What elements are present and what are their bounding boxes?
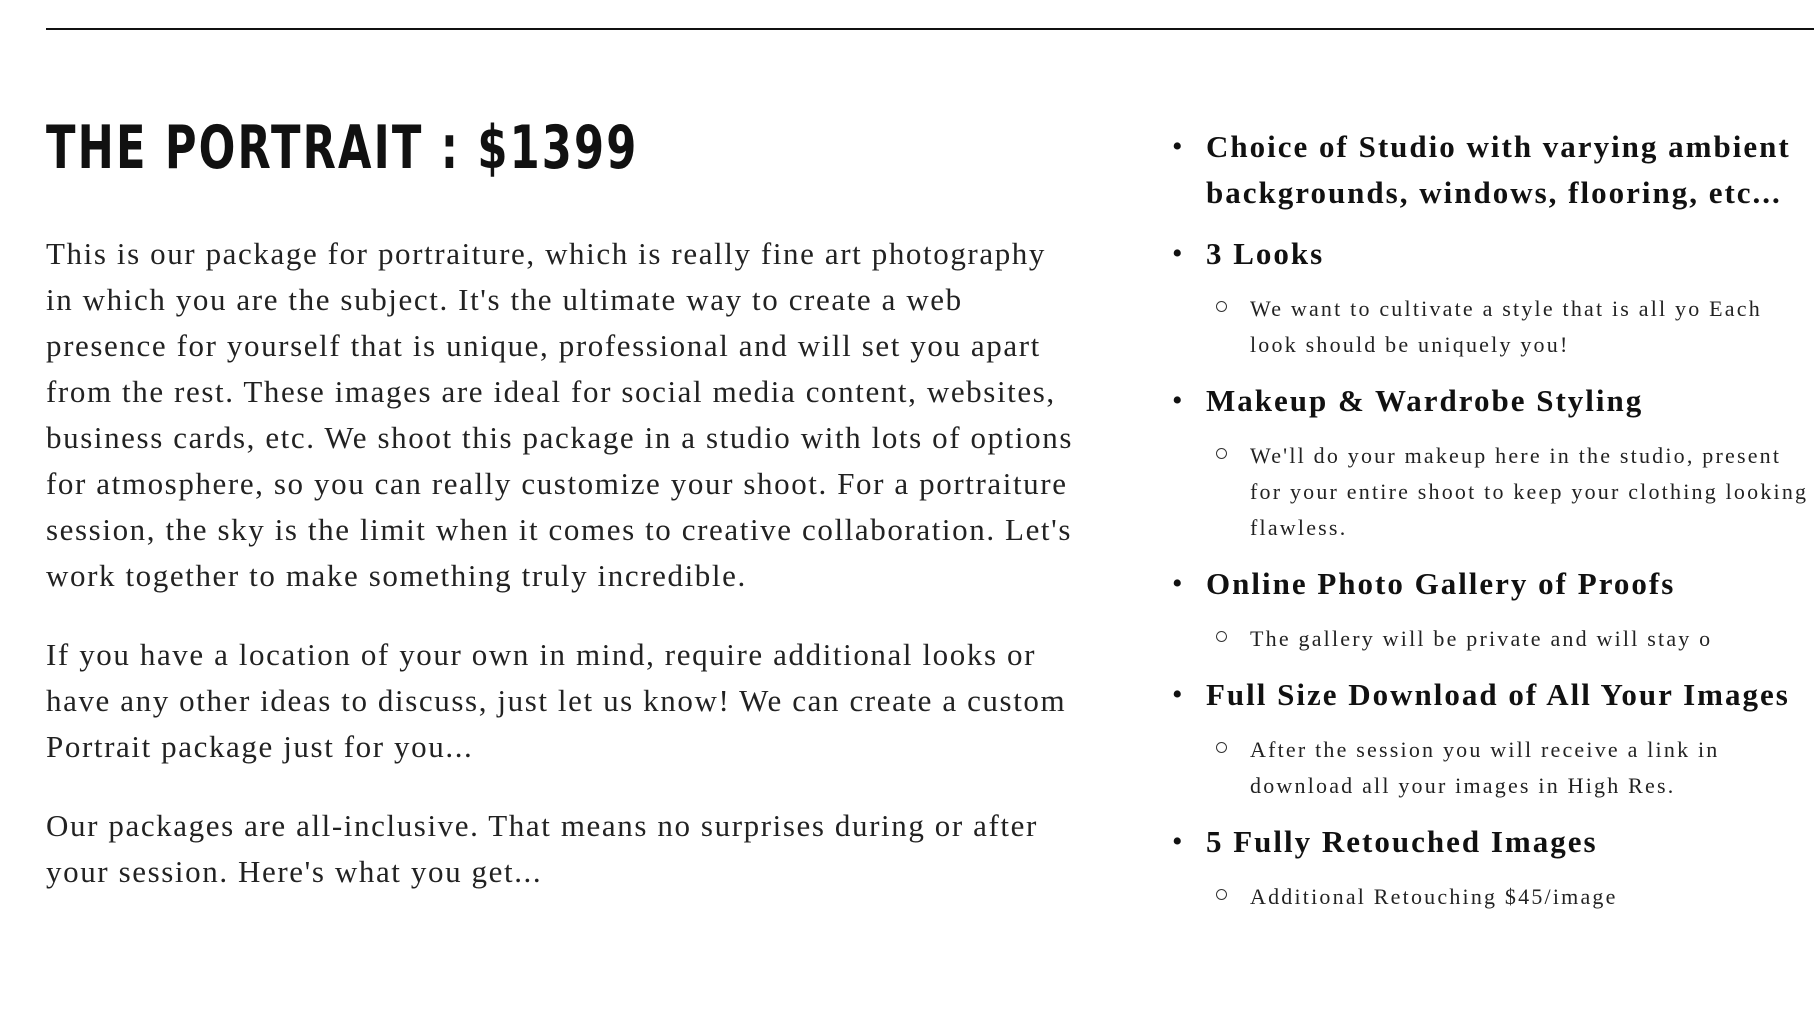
feature-details — [1206, 621, 1814, 657]
circle-bullet-icon — [1216, 631, 1227, 642]
feature-detail-text: The gallery will be private and will stay o — [1250, 626, 1713, 651]
feature-detail-text: Additional Retouching $45/image — [1250, 884, 1618, 909]
feature-title: Full Size Download of All Your Images — [1206, 677, 1790, 712]
feature-details — [1206, 291, 1814, 363]
feature-item-retouch — [1170, 819, 1814, 915]
feature-detail — [1206, 879, 1814, 915]
feature-detail-text: After the session you will receive a link in download all your images in High Res. — [1250, 737, 1720, 798]
feature-title: Makeup & Wardrobe Styling — [1206, 383, 1644, 418]
feature-item-looks — [1170, 231, 1814, 363]
feature-detail-text: We'll do your makeup here in the studio, present for your entire shoot to keep your clothing looking flawless. — [1250, 443, 1809, 540]
feature-details — [1206, 879, 1814, 915]
feature-title: 5 Fully Retouched Images — [1206, 824, 1598, 859]
package-features — [1170, 124, 1814, 930]
feature-detail — [1206, 291, 1814, 363]
circle-bullet-icon — [1216, 448, 1227, 459]
feature-item-gallery — [1170, 561, 1814, 657]
feature-title: Online Photo Gallery of Proofs — [1206, 566, 1676, 601]
bullet-icon: • — [1172, 567, 1183, 600]
top-divider — [46, 28, 1814, 30]
custom-package-paragraph: If you have a location of your own in mind, require additional looks or have any other ideas to discuss, just let us know! We can create a custom Portrait package just for you... — [46, 637, 1067, 764]
features-list — [1170, 124, 1814, 915]
description-paragraph: This is our package for portraiture, which is really fine art photography in which you are the subject. It's the ultimate way to create a web presence for yourself that is unique, professional and will set you apart from the rest. These images are ideal for social media content, websites, business cards, etc. We shoot this package in a studio with lots of options for atmosphere, so you can really customize your shoot. For a portraiture session, the sky is the limit when it comes to creative collaboration. Let's work together to make something truly incredible. — [46, 236, 1074, 593]
feature-item-studio — [1170, 124, 1814, 216]
bullet-icon: • — [1172, 678, 1183, 711]
all-inclusive-paragraph: Our packages are all-inclusive. That means no surprises during or after your session. Here's what you get... — [46, 808, 1038, 889]
feature-detail — [1206, 621, 1814, 657]
circle-bullet-icon — [1216, 301, 1227, 312]
circle-bullet-icon — [1216, 889, 1227, 900]
feature-title: Choice of Studio with varying ambient backgrounds, windows, flooring, etc... — [1206, 129, 1791, 210]
package-description — [46, 108, 1076, 895]
bullet-icon: • — [1172, 825, 1183, 858]
package-title: THE PORTRAIT : $1399 — [46, 113, 639, 183]
feature-detail — [1206, 438, 1814, 546]
bullet-icon: • — [1172, 384, 1183, 417]
circle-bullet-icon — [1216, 742, 1227, 753]
feature-item-download — [1170, 672, 1814, 804]
feature-details — [1206, 732, 1814, 804]
feature-detail — [1206, 732, 1814, 804]
bullet-icon: • — [1172, 237, 1183, 270]
feature-details — [1206, 438, 1814, 546]
feature-detail-text: We want to cultivate a style that is all yo Each look should be uniquely you! — [1250, 296, 1762, 357]
bullet-icon: • — [1172, 130, 1183, 163]
feature-item-makeup — [1170, 378, 1814, 546]
feature-title: 3 Looks — [1206, 236, 1325, 271]
